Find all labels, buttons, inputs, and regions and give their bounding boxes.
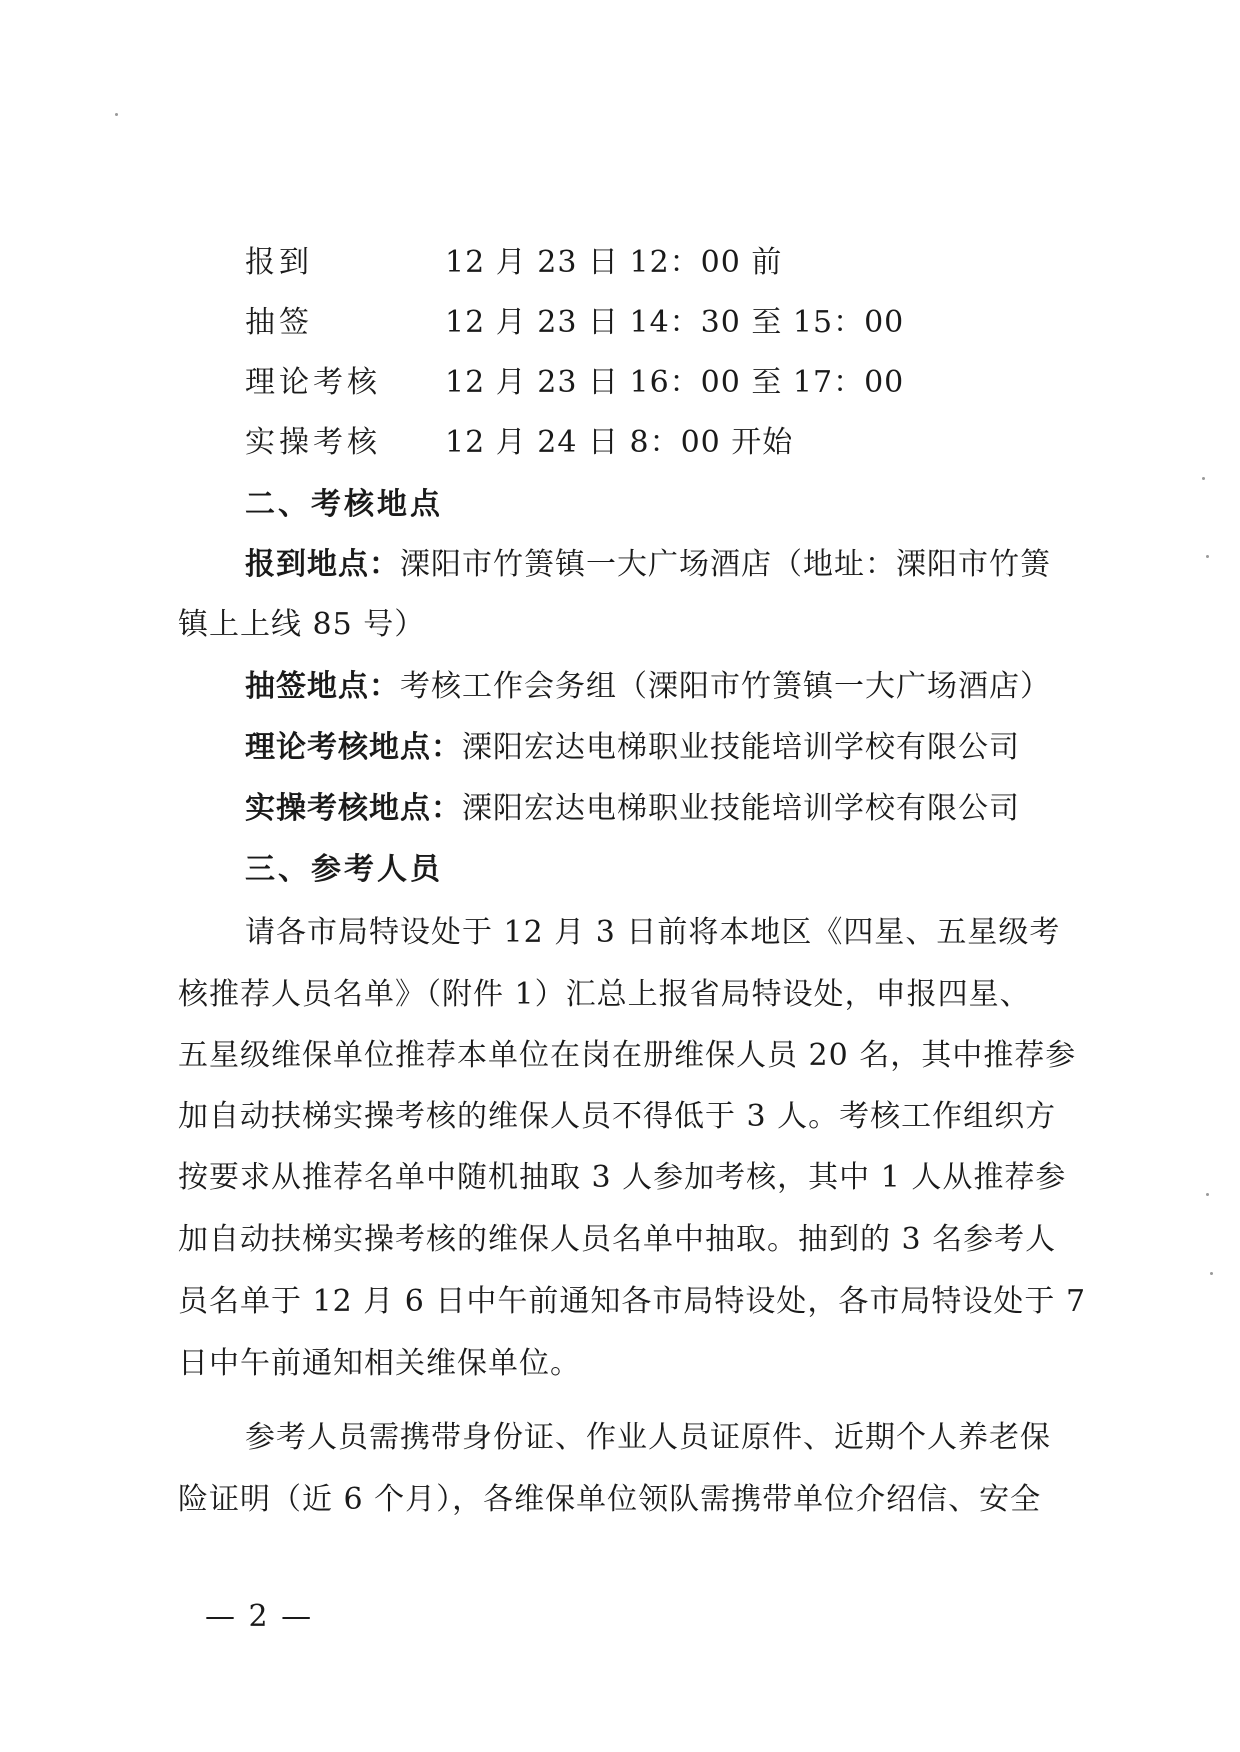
schedule-time-draw: 12 月 23 日 14：30 至 15：00 [445, 305, 905, 340]
scan-speck [1206, 555, 1209, 558]
paragraph-line: 员名单于 12 月 6 日中午前通知各市局特设处，各市局特设处于 7 [178, 1284, 1087, 1319]
paragraph-line: 核推荐人员名单》（附件 1）汇总上报省局特设处，申报四星、 [178, 977, 1031, 1012]
page-number: — 2 — [205, 1599, 314, 1634]
schedule-label-checkin: 报到 [245, 245, 313, 280]
draw-location-text: 考核工作会务组（溧阳市竹箦镇一大广场酒店） [400, 669, 1051, 704]
paragraph-line: 参考人员需携带身份证、作业人员证原件、近期个人养老保 [245, 1420, 1051, 1455]
paragraph-line: 五星级维保单位推荐本单位在岗在册维保人员 20 名，其中推荐参 [178, 1038, 1077, 1073]
schedule-time-practical: 12 月 24 日 8：00 开始 [445, 425, 794, 460]
schedule-label-practical: 实操考核 [245, 425, 381, 460]
section-heading-participants: 三、参考人员 [245, 852, 443, 887]
scan-speck [115, 113, 118, 116]
draw-location-line [245, 667, 1051, 707]
theory-location-line [245, 728, 1020, 768]
section-heading-location: 二、考核地点 [245, 487, 443, 522]
paragraph-line: 请各市局特设处于 12 月 3 日前将本地区《四星、五星级考 [245, 915, 1061, 950]
schedule-time-checkin: 12 月 23 日 12：00 前 [445, 245, 783, 280]
schedule-time-theory: 12 月 23 日 16：00 至 17：00 [445, 365, 905, 400]
scan-speck [1206, 1193, 1209, 1196]
checkin-location-line1 [245, 545, 1051, 585]
checkin-location-text: 溧阳市竹箦镇一大广场酒店（地址：溧阳市竹箦 [400, 547, 1051, 582]
paragraph-line: 加自动扶梯实操考核的维保人员名单中抽取。抽到的 3 名参考人 [178, 1222, 1057, 1257]
schedule-label-draw: 抽签 [245, 305, 313, 340]
paragraph-line: 险证明（近 6 个月），各维保单位领队需携带单位介绍信、安全 [178, 1482, 1042, 1517]
paragraph-line: 日中午前通知相关维保单位。 [178, 1346, 581, 1381]
scan-speck [1210, 1272, 1213, 1275]
paragraph-line: 加自动扶梯实操考核的维保人员不得低于 3 人。考核工作组织方 [178, 1099, 1057, 1134]
draw-location-label: 抽签地点： [245, 669, 400, 704]
paragraph-line: 按要求从推荐名单中随机抽取 3 人参加考核，其中 1 人从推荐参 [178, 1160, 1067, 1195]
scan-speck [1202, 477, 1205, 480]
practical-location-text: 溧阳宏达电梯职业技能培训学校有限公司 [462, 791, 1020, 826]
theory-location-label: 理论考核地点： [245, 730, 462, 765]
schedule-label-theory: 理论考核 [245, 365, 381, 400]
checkin-location-label: 报到地点： [245, 547, 400, 582]
theory-location-text: 溧阳宏达电梯职业技能培训学校有限公司 [462, 730, 1020, 765]
checkin-location-line2: 镇上上线 85 号） [178, 607, 426, 642]
practical-location-label: 实操考核地点： [245, 791, 462, 826]
practical-location-line [245, 789, 1020, 829]
